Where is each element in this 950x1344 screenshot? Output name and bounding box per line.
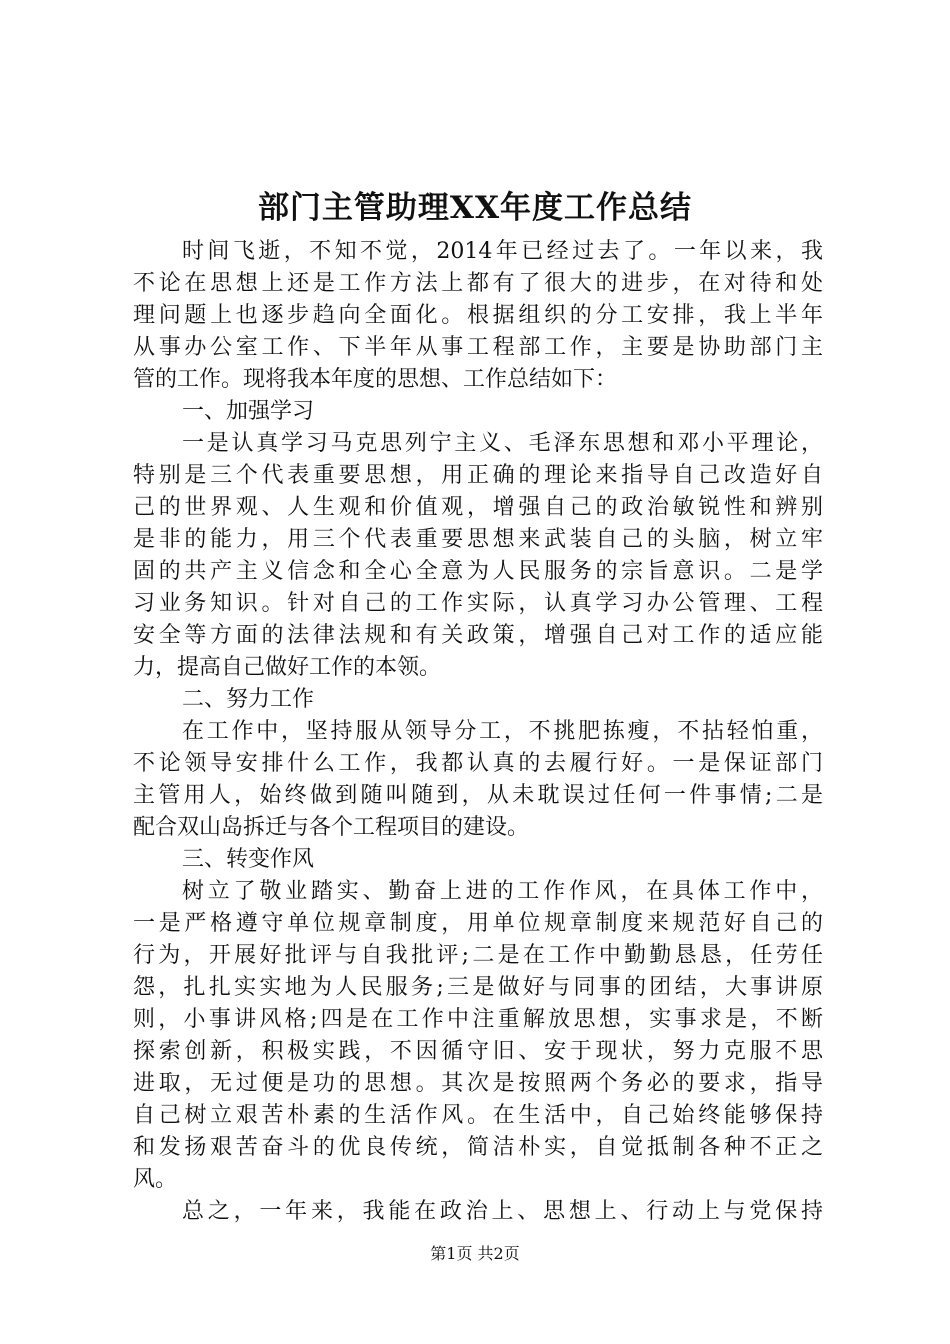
text-line: 在工作中，坚持服从领导分工，不挑肥拣瘦，不拈轻怕重，	[182, 719, 823, 744]
text-line: 特别是三个代表重要思想，用正确的理论来指导自己改造好自	[133, 463, 823, 488]
document-title: 部门主管助理XX年度工作总结	[257, 190, 693, 226]
text-line: 探索创新，积极实践，不因循守旧、安于现状，努力克服不思	[133, 1039, 823, 1064]
text-line: 则，小事讲风格;四是在工作中注重解放思想，实事求是，不断	[133, 1007, 823, 1032]
text-line: 一、加强学习	[182, 399, 315, 424]
text-line: 时间飞逝，不知不觉，2014年已经过去了。一年以来，我	[182, 239, 823, 264]
text-line: 理问题上也逐步趋向全面化。根据组织的分工安排，我上半年	[133, 303, 823, 328]
text-line: 是非的能力，用三个代表重要思想来武装自己的头脑，树立牢	[133, 527, 823, 552]
text-line: 二、努力工作	[182, 687, 315, 712]
text-line: 进取，无过便是功的思想。其次是按照两个务必的要求，指导	[133, 1071, 823, 1096]
text-line: 树立了敬业踏实、勤奋上进的工作作风，在具体工作中，	[182, 879, 823, 904]
text-line: 风。	[133, 1167, 178, 1192]
text-line: 习业务知识。针对自己的工作实际，认真学习办公管理、工程	[133, 591, 823, 616]
text-line: 怨，扎扎实实地为人民服务;三是做好与同事的团结，大事讲原	[133, 975, 823, 1000]
text-line: 己的世界观、人生观和价值观，增强自己的政治敏锐性和辨别	[133, 495, 823, 520]
text-line: 管的工作。现将我本年度的思想、工作总结如下：	[133, 367, 618, 392]
page-footer: 第1页 共2页	[430, 1244, 520, 1263]
text-line: 自己树立艰苦朴素的生活作风。在生活中，自己始终能够保持	[133, 1103, 823, 1128]
text-line: 总之，一年来，我能在政治上、思想上、行动上与党保持	[182, 1199, 823, 1224]
text-line: 一是严格遵守单位规章制度，用单位规章制度来规范好自己的	[133, 911, 823, 936]
text-line: 主管用人，始终做到随叫随到，从未耽误过任何一件事情;二是	[133, 783, 823, 808]
text-line: 一是认真学习马克思列宁主义、毛泽东思想和邓小平理论，	[182, 431, 823, 456]
document-body	[133, 236, 823, 1228]
text-line: 安全等方面的法律法规和有关政策，增强自己对工作的适应能	[133, 623, 823, 648]
text-line: 三、转变作风	[182, 847, 315, 872]
text-line: 行为，开展好批评与自我批评;二是在工作中勤勤恳恳，任劳任	[133, 943, 823, 968]
text-line: 固的共产主义信念和全心全意为人民服务的宗旨意识。二是学	[133, 559, 823, 584]
text-line: 不论领导安排什么工作，我都认真的去履行好。一是保证部门	[133, 751, 823, 776]
text-line: 从事办公室工作、下半年从事工程部工作，主要是协助部门主	[133, 335, 823, 360]
text-line: 力，提高自己做好工作的本领。	[133, 655, 442, 680]
text-line: 不论在思想上还是工作方法上都有了很大的进步，在对待和处	[133, 271, 823, 296]
text-line: 和发扬艰苦奋斗的优良传统，简洁朴实，自觉抵制各种不正之	[133, 1135, 823, 1160]
text-line: 配合双山岛拆迁与各个工程项目的建设。	[133, 815, 530, 840]
